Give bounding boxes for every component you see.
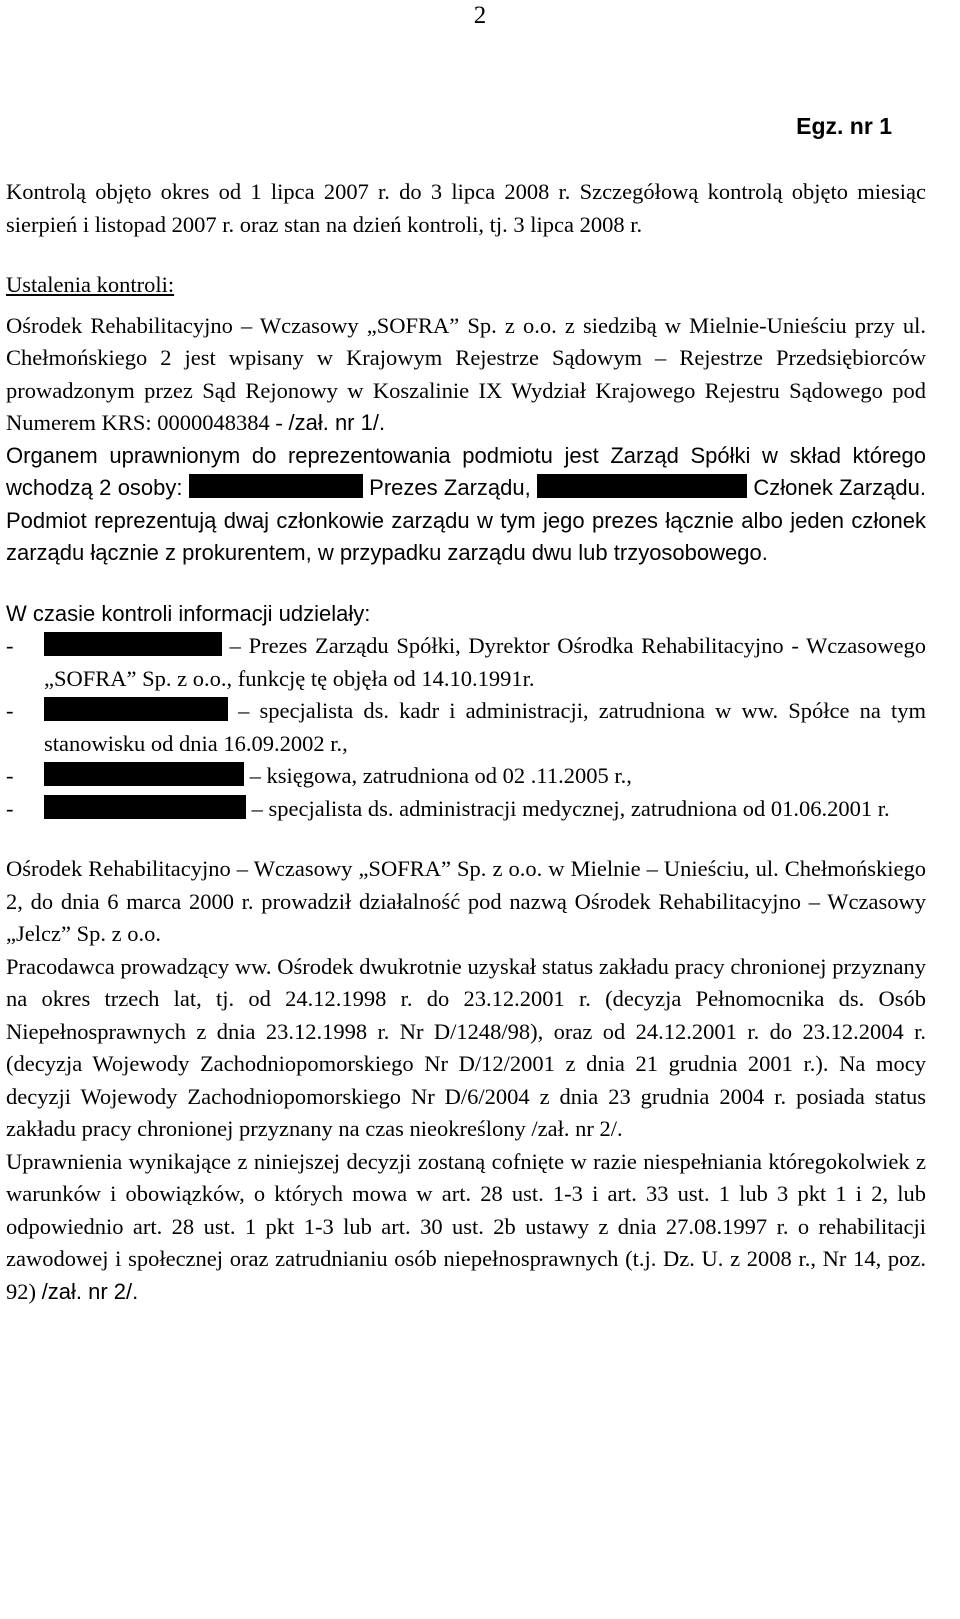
redaction-block [44, 632, 222, 656]
board-text-2: Prezes Zarządu, [362, 475, 538, 500]
intro-paragraph: Kontrolą objęto okres od 1 lipca 2007 r. do 3 lipca 2008 r. Szczegółową kontrolą objęto miesiąc sierpień i listopad 2007 r. oraz stan na dzień kontroli, tj. 3 lipca 2008 r. [6, 179, 926, 237]
copy-number: Egz. nr 1 [796, 113, 892, 139]
registration-paragraph [6, 310, 926, 440]
informants-lead: W czasie kontroli informacji udzielały: [6, 600, 371, 626]
informant-text: – księgowa, zatrudniona od 02 .11.2005 r., [249, 763, 632, 788]
rights-text: Uprawnienia wynikające z niniejszej decyzji zostaną cofnięte w razie niespełniania któregokolwiek z warunków i obowiązków, o których mowa w art. 28 ust. 1-3 i art. 33 ust. 1 lub 3 pkt 1 i 2, lub odpowiednio art. 28 ust. 1 pkt 1-3 lub art. 30 ust. 2b ustawy z dnia 27.08.1997 r. o rehabilitacji zawodowej i społecznej oraz zatrudnianiu osób niepełnosprawnych (t.j. Dz. U. z 2008 r., Nr 14, poz. 92) [6, 1148, 926, 1304]
attachment-ref-1: /zał. nr 1/. [288, 410, 386, 435]
document-body [6, 176, 926, 1308]
informant-item [6, 760, 926, 793]
board-paragraph [6, 440, 926, 570]
list-dash: - [6, 698, 14, 723]
informant-item [6, 793, 926, 826]
redaction-block [44, 697, 228, 721]
list-dash: - [6, 763, 14, 788]
informant-text: – Prezes Zarządu Spółki, Dyrektor Ośrodka Rehabilitacyjno - Wczasowego „SOFRA” Sp. z o.o., funkcję tę objęła od 14.10.1991r. [44, 633, 927, 691]
informant-text: – specjalista ds. administracji medycznej, zatrudniona od 01.06.2001 r. [251, 795, 890, 821]
redaction-block [44, 762, 244, 786]
redaction-block [44, 795, 246, 819]
status-paragraph: Pracodawca prowadzący ww. Ośrodek dwukrotnie uzyskał status zakładu pracy chronionej przyznany na okres trzech lat, tj. od 24.12.1998 r. do 23.12.2001 r. (decyzja Pełnomocnika ds. Osób Niepełnosprawnych z dnia 23.12.1998 r. Nr D/1248/98), oraz od 24.12.2001 r. do 23.12.2004 r. (decyzja Wojewody Zachodniopomorskiego Nr D/12/2001 z dnia 21 grudnia 2001 r.). Na mocy decyzji Wojewody Zachodniopomorskiego Nr D/6/2004 z dnia 23 grudnia 2004 r. posiada status zakładu pracy chronionej przyznany na czas nieokreślony /zał. nr 2/. [6, 953, 926, 1141]
informant-text: – specjalista ds. kadr i administracji, zatrudniona w ww. Spółce na tym stanowisku od dnia 16.09.2002 r., [44, 698, 926, 756]
informant-item [6, 695, 926, 760]
informant-item [6, 630, 926, 695]
redaction-block [537, 474, 747, 498]
list-dash: - [6, 795, 14, 821]
board-text-3: Członek Zarządu. Podmiot reprezentują dwaj członkowie zarządu w tym jego prezes łącznie albo jeden członek zarządu łącznie z prokurentem, w przypadku zarządu dwu lub trzyosobowego. [6, 475, 926, 565]
section-heading: Ustalenia kontroli: [6, 272, 175, 297]
registration-text: Ośrodek Rehabilitacyjno – Wczasowy „SOFRA” Sp. z o.o. z siedzibą w Mielnie-Unieściu przy ul. Chełmońskiego 2 jest wpisany w Krajowym Rejestrze Sądowym – Rejestrze Przedsiębiorców prowadzonym przez Sąd Rejonowy w Koszalinie IX Wydział Krajowego Rejestru Sądowego pod Numerem KRS: 0000048384 - [6, 312, 926, 435]
redaction-block [189, 474, 363, 498]
attachment-ref-2: /zał. nr 2/. [41, 1278, 139, 1304]
rights-paragraph [6, 1146, 926, 1309]
list-dash: - [6, 633, 14, 658]
board-text-1: Organem uprawnionym do reprezentowania podmiotu jest Zarząd Spółki w skład którego wchodzą 2 osoby: [6, 442, 926, 500]
history-paragraph: Ośrodek Rehabilitacyjno – Wczasowy „SOFRA” Sp. z o.o. w Mielnie – Unieściu, ul. Chełmońskiego 2, do dnia 6 marca 2000 r. prowadził działalność pod nazwą Ośrodek Rehabilitacyjno – Wczasowy „Jelcz” Sp. z o.o. [6, 856, 926, 946]
page-number: 2 [473, 2, 487, 29]
